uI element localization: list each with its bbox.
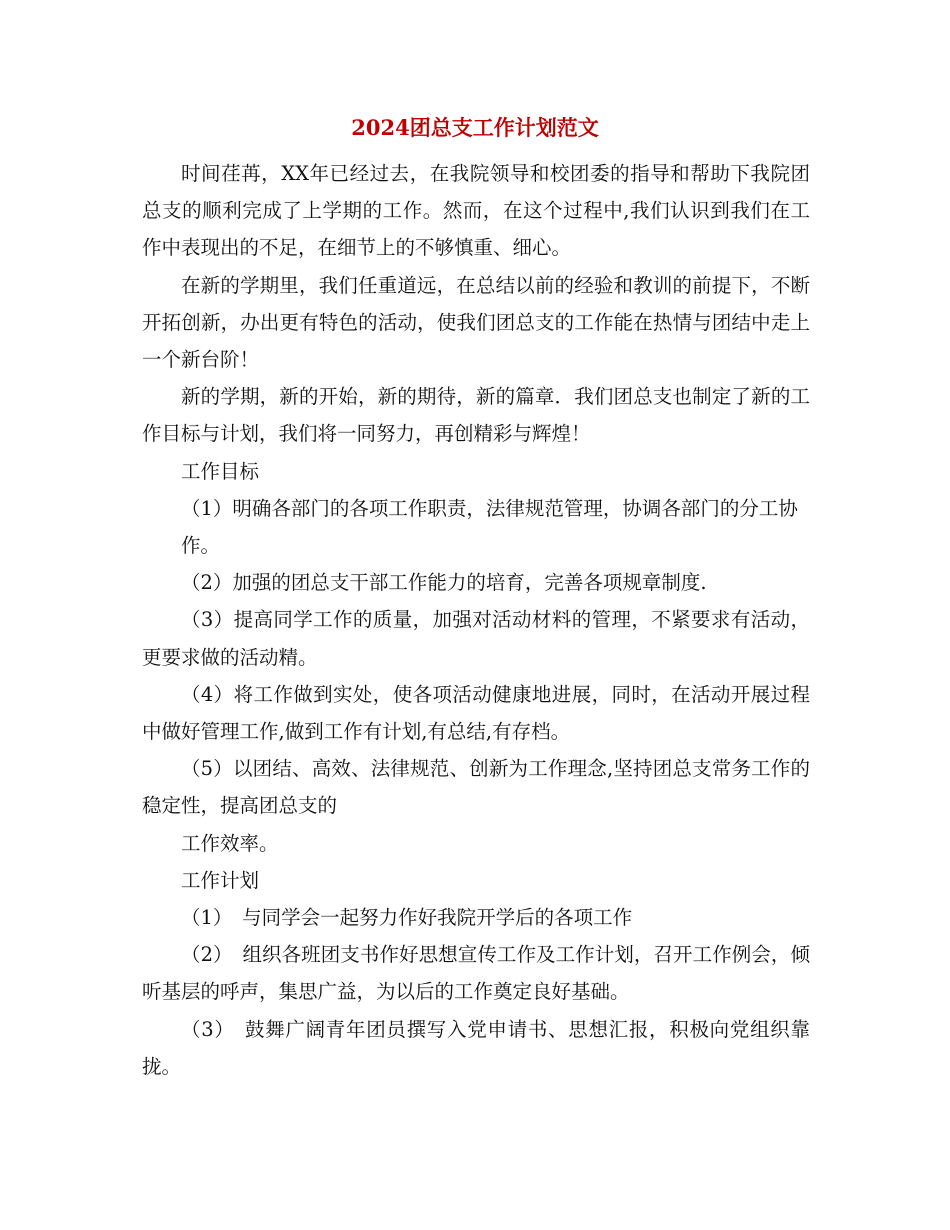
goal-item-5: （5）以团结、高效、法律规范、创新为工作理念,坚持团总支常务工作的稳定性，提高团总支的	[142, 757, 810, 818]
plan-item-2: （2） 组织各班团支书作好思想宣传工作及工作计划，召开工作例会，倾听基层的呼声，集思广益，为以后的工作奠定良好基础。	[142, 943, 810, 1004]
goal-item-5-continued: 工作效率。	[181, 831, 279, 855]
document-title: 2024团总支工作计划范文	[351, 115, 599, 140]
paragraph-new-semester: 在新的学期里，我们任重道远，在总结以前的经验和教训的前提下，不断开拓创新，办出更有特色的活动，使我们团总支的工作能在热情与团结中走上一个新台阶！	[142, 273, 810, 372]
goal-item-4: （4）将工作做到实处，使各项活动健康地进展，同时，在活动开展过程中做好管理工作,做到工作有计划,有总结,有存档。	[142, 682, 810, 744]
document-body	[142, 155, 810, 1085]
goal-item-1: （1）明确各部门的各项工作职责，法律规范管理，协调各部门的分工协	[181, 496, 798, 520]
paragraph-intro: 时间荏苒，XX年已经过去，在我院领导和校团委的指导和帮助下我院团总支的顺利完成了上学期的工作。然而，在这个过程中,我们认识到我们在工作中表现出的不足，在细节上的不够慎重、细心。	[142, 162, 810, 260]
plan-item-3: （3） 鼓舞广阔青年团员撰写入党申请书、思想汇报，积极向党组织靠拢。	[142, 1017, 810, 1078]
section-heading-goals: 工作目标	[181, 459, 260, 483]
paragraph-new-start: 新的学期，新的开始，新的期待，新的篇章．我们团总支也制定了新的工作目标与计划，我们将一同努力，再创精彩与辉煌！	[142, 385, 810, 446]
section-heading-plan: 工作计划	[181, 868, 260, 892]
goal-item-3: （3）提高同学工作的质量，加强对活动材料的管理，不紧要求有活动，更要求做的活动精。	[142, 608, 810, 669]
plan-item-1: （1） 与同学会一起努力作好我院开学后的各项工作	[181, 906, 633, 930]
goal-item-1-continued: 作。	[181, 534, 221, 558]
goal-item-2: （2）加强的团总支干部工作能力的培育，完善各项规章制度.	[181, 571, 707, 595]
